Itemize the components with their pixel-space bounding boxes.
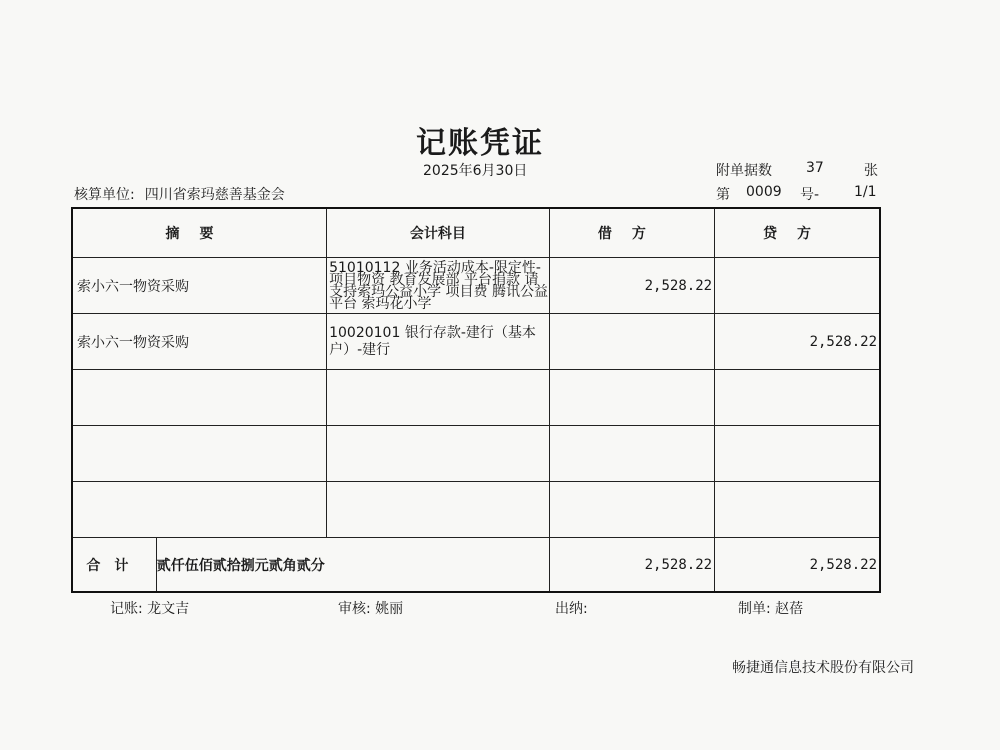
entry-credit: 2,528.22 bbox=[715, 314, 880, 370]
table-row-empty bbox=[72, 482, 880, 538]
entry-credit bbox=[715, 258, 880, 314]
table-row bbox=[72, 258, 880, 314]
accounting-unit-value: 四川省索玛慈善基金会 bbox=[144, 187, 285, 203]
preparer-signature: 制单: 赵蓓 bbox=[738, 601, 804, 617]
header-subject: 会计科目 bbox=[327, 208, 550, 258]
software-company: 畅捷通信息技术股份有限公司 bbox=[732, 660, 914, 676]
voucher-number-prefix: 第 bbox=[716, 187, 730, 203]
cashier-signature: 出纳: bbox=[555, 601, 588, 617]
auditor-signature: 审核: 姚丽 bbox=[338, 601, 404, 617]
header-summary: 摘要 bbox=[72, 208, 327, 258]
accounting-unit-label: 核算单位: bbox=[74, 187, 135, 203]
entry-debit bbox=[549, 314, 714, 370]
voucher-table bbox=[71, 207, 881, 593]
voucher-number-value: 0009 bbox=[746, 184, 782, 200]
bookkeeper-signature: 记账: 龙文吉 bbox=[110, 601, 190, 617]
voucher-date: 2025年6月30日 bbox=[423, 163, 528, 179]
table-row bbox=[72, 314, 880, 370]
entry-summary: 索小六一物资采购 bbox=[72, 258, 327, 314]
header-debit: 借方 bbox=[549, 208, 714, 258]
total-row bbox=[72, 538, 880, 593]
entry-subject: 10020101 银行存款-建行（基本户）-建行 bbox=[327, 314, 550, 370]
entry-summary: 索小六一物资采购 bbox=[72, 314, 327, 370]
attachment-number: 37 bbox=[806, 160, 824, 176]
table-row-empty bbox=[72, 426, 880, 482]
total-label: 合计 bbox=[72, 538, 156, 593]
voucher-title: 记账凭证 bbox=[416, 126, 544, 161]
voucher-number-suffix: 号- bbox=[800, 187, 820, 203]
entry-debit: 2,528.22 bbox=[549, 258, 714, 314]
attachment-label: 附单据数 bbox=[716, 163, 772, 179]
total-credit: 2,528.22 bbox=[715, 538, 880, 593]
entry-subject: 51010112 业务活动成本-限定性-项目物资 教育发展部 平台捐款 请支持索玛公益小学 项目费 腾讯公益平台 索玛花小学 bbox=[327, 258, 550, 314]
total-debit: 2,528.22 bbox=[549, 538, 714, 593]
header-credit: 贷方 bbox=[715, 208, 880, 258]
attachment-unit: 张 bbox=[864, 163, 878, 179]
accounting-unit bbox=[74, 184, 285, 204]
total-in-words: 贰仟伍佰贰拾捌元贰角贰分 bbox=[156, 538, 549, 593]
table-row-empty bbox=[72, 370, 880, 426]
voucher-page: 1/1 bbox=[854, 184, 877, 200]
